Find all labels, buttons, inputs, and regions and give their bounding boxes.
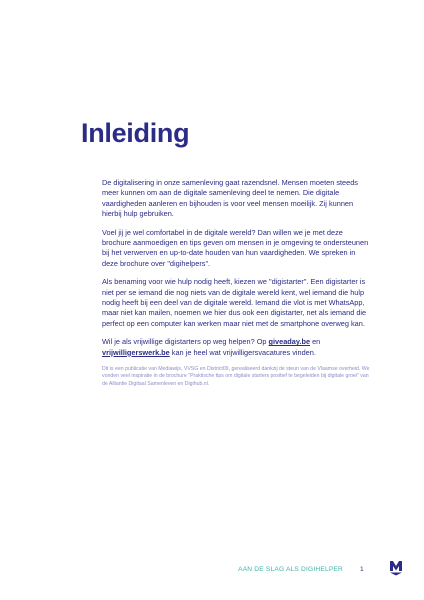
page-number: 1 bbox=[360, 566, 364, 573]
page-title: Inleiding bbox=[81, 118, 190, 148]
body-text bbox=[102, 178, 370, 396]
paragraph-digistarter: Als benaming voor wie hulp nodig heeft, kiezen we "digistarter". Een digistarter is niet per se iemand die nog niets van de digitale wereld kent, wel iemand die hulp nodig heeft bij een deel van de digitale wereld. Iemand die vlot is met WhatsApp, maar niet kan mailen, noemen we hier dus ook een digistarter, net als iemand die perfect op een computer kan werken maar niet met de smartphone overweg kan. bbox=[102, 277, 367, 328]
paragraph-intro: De digitalisering in onze samenleving gaat razendsnel. Mensen moeten steeds meer kunnen om aan de digitale samenleving deel te nemen. Die digitale vaardigheden aanleren en bijhouden is voor veel mensen moeilijk. Zij kunnen hierbij hulp gebruiken. bbox=[102, 178, 358, 219]
volunteer-text-end: kan je heel wat vrijwilligersvacatures vinden. bbox=[169, 347, 316, 357]
paragraph-volunteer bbox=[102, 337, 370, 358]
page-footer bbox=[0, 565, 424, 579]
giveaday-link[interactable]: giveaday.be bbox=[268, 337, 311, 347]
paragraph-digihelpers: Voel jij je wel comfortabel in de digitale wereld? Dan willen we je met deze brochure aanmoedigen en tips geven om mensen in je omgeving te ondersteunen bij het verwerven en up-to-date houden van hun vaardigheden. We spreken in deze brochure over "digihelpers". bbox=[102, 227, 369, 268]
volunteer-text-mid: en bbox=[310, 337, 321, 347]
volunteer-text-start: Wil je als vrijwillige digistarters op weg helpen? Op bbox=[102, 337, 269, 347]
vrijwilligerswerk-link[interactable]: vrijwilligerswerk.be bbox=[102, 347, 170, 357]
mediawijs-m-logo-icon bbox=[389, 560, 403, 576]
footer-label: AAN DE SLAG ALS DIGIHELPER bbox=[238, 566, 343, 573]
publication-note: Dit is een publicatie van Mediawijs, VVSG en District09, gerealiseerd dankzij de steun van de Vlaamse overheid. We vonden veel inspiratie in de brochure "Praktische tips om digitale starters positief te begeleiden bij digitale groei" van de Alliantie Digitaal Samenleven en Digihub.nl. bbox=[102, 366, 370, 387]
